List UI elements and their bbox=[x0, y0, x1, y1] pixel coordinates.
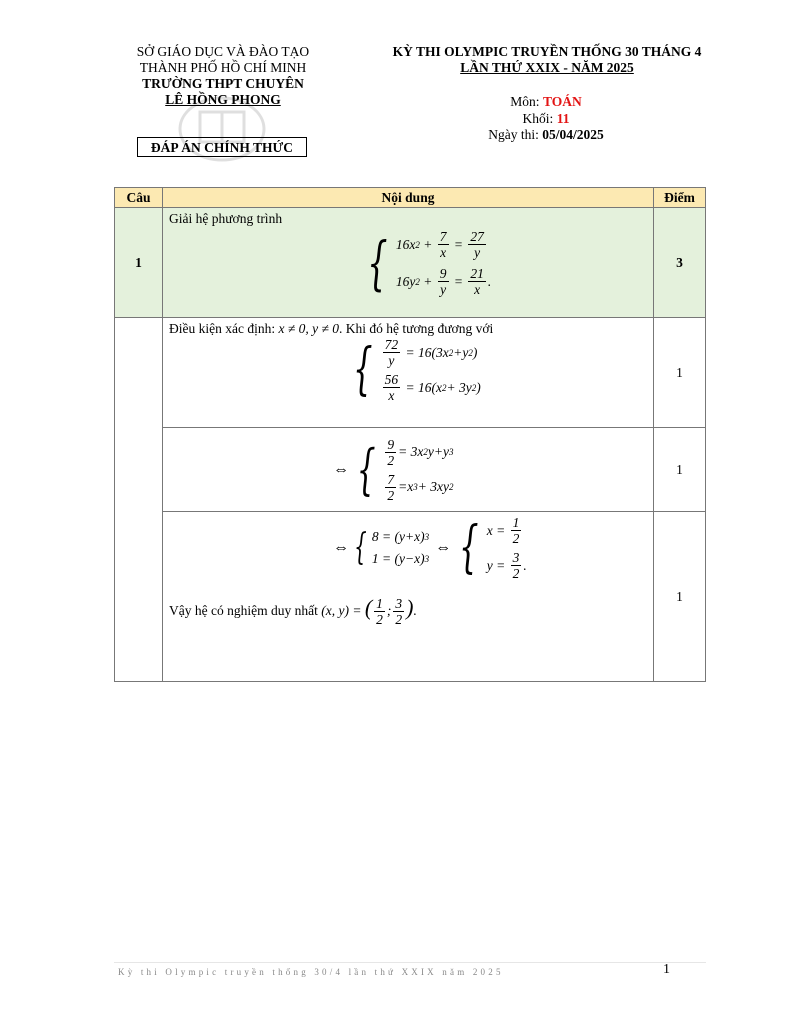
col-question: Câu bbox=[115, 188, 163, 208]
answer-table bbox=[114, 187, 706, 682]
step-2-points: 1 bbox=[654, 428, 706, 512]
col-points: Điểm bbox=[654, 188, 706, 208]
header-right bbox=[368, 44, 726, 76]
question-row bbox=[115, 208, 706, 318]
city-name: THÀNH PHỐ HỒ CHÍ MINH bbox=[139, 60, 307, 75]
question-text: Giải hệ phương trình bbox=[169, 211, 283, 226]
footer-text: Kỳ thi Olympic truyền thống 30/4 lần thứ XXIX năm 2025 bbox=[118, 967, 504, 977]
step-1-text bbox=[169, 321, 647, 337]
condition-formula: x ≠ 0, y ≠ 0 bbox=[278, 321, 340, 336]
subject-value: TOÁN bbox=[542, 94, 582, 109]
school-name-2: LÊ HỒNG PHONG bbox=[165, 92, 281, 107]
step-3-system: ⇔ { 8 = ( y + x ) 3 1 = ( y − x ) 3 ⇔ { x = $\frac{1}{2}$ y = $\frac{3}{2}$ . bbox=[333, 515, 527, 581]
page-number: 1 bbox=[663, 962, 670, 977]
equivalent-label: . Khi đó hệ tương đương với bbox=[339, 321, 494, 336]
school-name: TRƯỜNG THPT CHUYÊN bbox=[142, 76, 304, 91]
condition-label: Điều kiện xác định: bbox=[169, 321, 279, 336]
step-row-3 bbox=[115, 512, 706, 682]
step-3-points: 1 bbox=[654, 512, 706, 682]
step-3-content bbox=[163, 512, 654, 682]
question-content bbox=[163, 208, 654, 318]
subject-line bbox=[430, 94, 662, 111]
question-points: 3 bbox=[654, 208, 706, 318]
footer-divider bbox=[114, 962, 706, 963]
date-label: Ngày thi: bbox=[488, 127, 543, 142]
grade-label: Khối: bbox=[522, 110, 557, 126]
exam-edition: LẦN THỨ XXIX - NĂM 2025 bbox=[460, 60, 634, 75]
table-header bbox=[115, 188, 706, 208]
blank-cell bbox=[115, 318, 163, 682]
subject-label: Môn: bbox=[510, 94, 543, 109]
question-number: 1 bbox=[115, 208, 163, 318]
official-answer-badge: ĐÁP ÁN CHÍNH THỨC bbox=[137, 137, 307, 157]
question-system: { 16 x 2 + $\frac{7}{x}$ = $\frac{27}{y}$ 16 y 2 + $\frac{9}{y}$ = $\frac{21}{x}$ . bbox=[367, 229, 492, 297]
step-1-content bbox=[163, 318, 654, 428]
conclusion-text: Vậy hệ có nghiệm duy nhất bbox=[169, 603, 322, 618]
date-value: 05/04/2025 bbox=[542, 127, 604, 142]
col-content: Nội dung bbox=[163, 188, 654, 208]
exam-meta bbox=[430, 94, 662, 144]
step-1-points: 1 bbox=[654, 318, 706, 428]
step-3-conclusion: Vậy hệ có nghiệm duy nhất (x, y) = ( $\frac{1}{2}$ ; $\frac{3}{2}$ ). bbox=[169, 595, 417, 628]
grade-line bbox=[430, 111, 662, 128]
grade-value: 11 bbox=[556, 110, 570, 126]
step-2-system: ⇔ { $\frac{9}{2}$ = 3 x 2 y + y 3 $\frac{7}{2}$ = x 3 + 3 xy 2 bbox=[333, 436, 454, 503]
step-row-1 bbox=[115, 318, 706, 428]
step-2-content bbox=[163, 428, 654, 512]
date-line bbox=[430, 127, 662, 144]
step-1-system: { $\frac{72}{y}$ = 16(3 x 2 + y 2 ) $\frac{56}{x}$ = 16( x 2 + 3 y 2 ) bbox=[353, 337, 481, 403]
step-row-2 bbox=[115, 428, 706, 512]
exam-title: KỲ THI OLYMPIC TRUYỀN THỐNG 30 THÁNG 4 bbox=[392, 44, 702, 59]
dept-name: SỞ GIÁO DỤC VÀ ĐÀO TẠO bbox=[136, 44, 310, 59]
